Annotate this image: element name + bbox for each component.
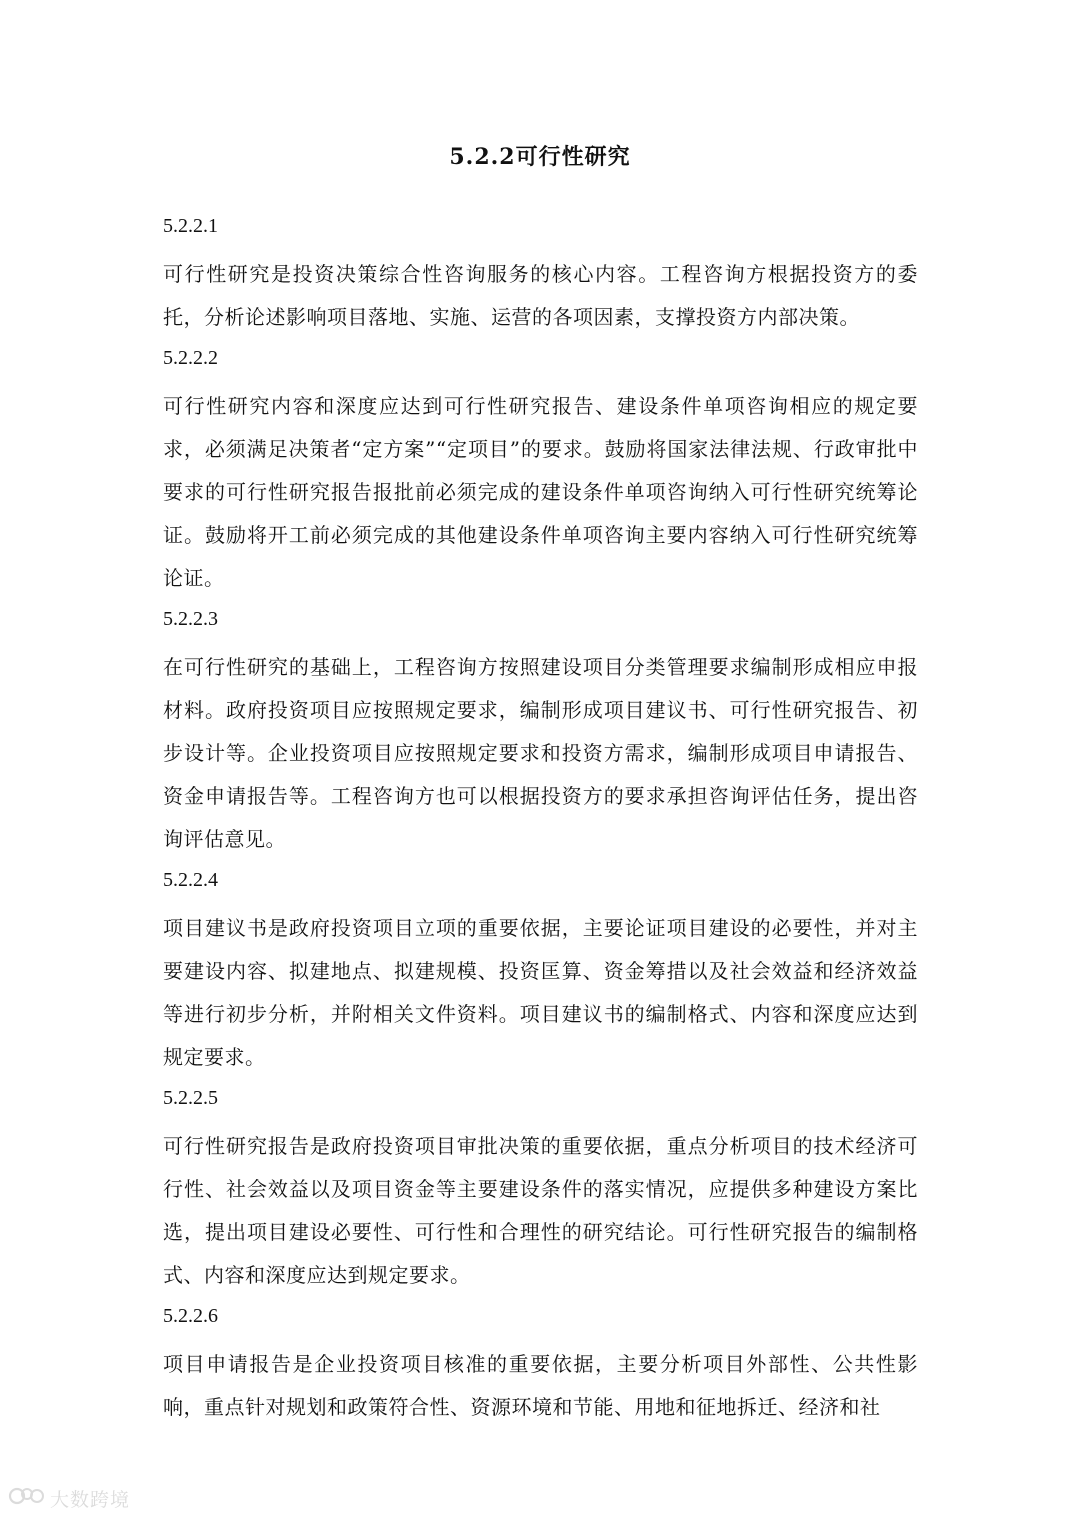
watermark — [8, 1483, 130, 1513]
section-paragraph: 可行性研究报告是政府投资项目审批决策的重要依据，重点分析项目的技术经济可行性、社会效益以及项目资金等主要建设条件的落实情况，应提供多种建设方案比选，提出项目建设必要性、可行性和合理性的研究结论。可行性研究报告的编制格式、内容和深度应达到规定要求。 — [163, 1134, 918, 1287]
section-5-2-2-5 — [163, 1082, 918, 1297]
section-number: 5.2.2.3 — [163, 608, 218, 630]
section-paragraph: 可行性研究内容和深度应达到可行性研究报告、建设条件单项咨询相应的规定要求，必须满足决策者“定方案”“定项目”的要求。鼓励将国家法律法规、行政审批中要求的可行性研究报告报批前必须完成的建设条件单项咨询纳入可行性研究统筹论证。鼓励将开工前必须完成的其他建设条件单项咨询主要内容纳入可行性研究统筹论证。 — [163, 394, 918, 590]
watermark-text: 大数跨境 — [50, 1488, 131, 1511]
section-number: 5.2.2.5 — [163, 1087, 218, 1109]
section-5-2-2-6 — [163, 1300, 918, 1429]
section-number: 5.2.2.6 — [163, 1305, 218, 1327]
section-number: 5.2.2.4 — [163, 869, 218, 891]
dashu-logo-icon — [8, 1483, 46, 1513]
section-5-2-2-3 — [163, 603, 918, 861]
section-5-2-2-2 — [163, 342, 918, 600]
document-body — [163, 210, 918, 1432]
section-paragraph: 项目建议书是政府投资项目立项的重要依据，主要论证项目建设的必要性，并对主要建设内容、拟建地点、拟建规模、投资匡算、资金筹措以及社会效益和经济效益等进行初步分析，并附相关文件资料。项目建议书的编制格式、内容和深度应达到规定要求。 — [163, 916, 918, 1069]
section-paragraph: 可行性研究是投资决策综合性咨询服务的核心内容。工程咨询方根据投资方的委托，分析论述影响项目落地、实施、运营的各项因素，支撑投资方内部决策。 — [163, 262, 918, 329]
section-paragraph: 项目申请报告是企业投资项目核准的重要依据，主要分析项目外部性、公共性影响，重点针对规划和政策符合性、资源环境和节能、用地和征地拆迁、经济和社 — [163, 1352, 918, 1419]
section-number: 5.2.2.2 — [163, 347, 218, 369]
section-number: 5.2.2.1 — [163, 215, 218, 237]
page-title: 5.2.2可行性研究 — [449, 144, 631, 170]
section-5-2-2-1 — [163, 210, 918, 339]
section-5-2-2-4 — [163, 864, 918, 1079]
section-paragraph: 在可行性研究的基础上，工程咨询方按照建设项目分类管理要求编制形成相应申报材料。政府投资项目应按照规定要求，编制形成项目建议书、可行性研究报告、初步设计等。企业投资项目应按照规定要求和投资方需求，编制形成项目申请报告、资金申请报告等。工程咨询方也可以根据投资方的要求承担咨询评估任务，提出咨询评估意见。 — [163, 655, 918, 851]
